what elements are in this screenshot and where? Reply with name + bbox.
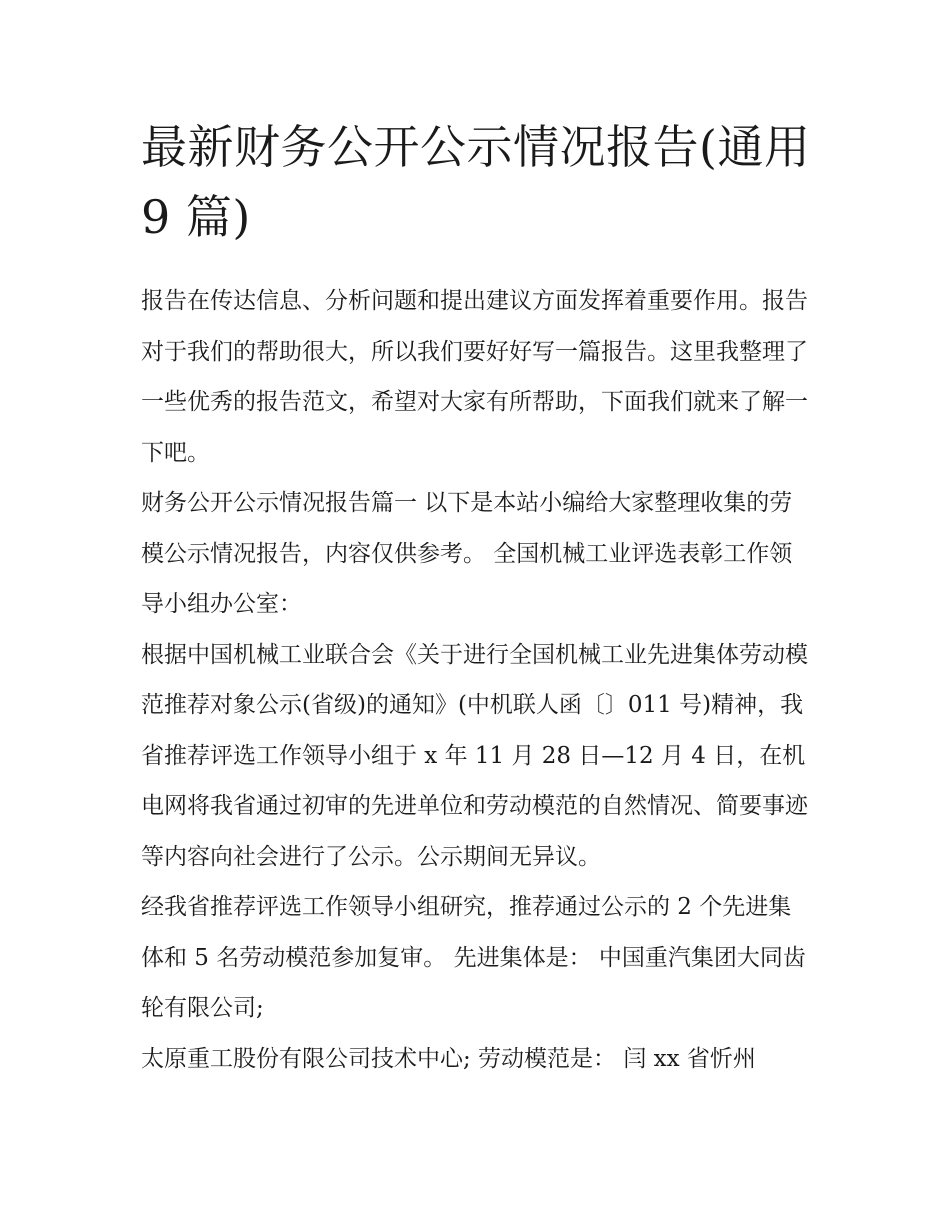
document-body bbox=[141, 276, 811, 1084]
paragraph-model-workers: 太原重工股份有限公司技术中心; 劳动模范是： 闫 xx 省忻州 bbox=[141, 1045, 756, 1072]
paragraph-intro: 报告在传达信息、分析问题和提出建议方面发挥着重要作用。报告对于我们的帮助很大，所以我们要好好写一篇报告。这里我整理了一些优秀的报告范文，希望对大家有所帮助，下面我们就来了解一下吧。 bbox=[141, 288, 808, 466]
page-title: 最新财务公开公示情况报告(通用 9 篇) bbox=[141, 120, 811, 244]
paragraph-notice: 根据中国机械工业联合会《关于进行全国机械工业先进集体劳动模范推荐对象公示(省级)的通知》(中机联人函〔〕011 号)精神，我省推荐评选工作领导小组于 x 年 11 月 28 日—12 月 4 日，在机电网将我省通过初审的先进单位和劳动模范的自然情况、简要事迹等内容向社会进行了公示。公示期间无异议。 bbox=[141, 641, 808, 870]
paragraph-recommendation: 经我省推荐评选工作领导小组研究，推荐通过公示的 2 个先进集体和 5 名劳动模范参加复审。 先进集体是： 中国重汽集团大同齿轮有限公司; bbox=[141, 894, 806, 1021]
paragraph-report-one: 财务公开公示情况报告篇一 以下是本站小编给大家整理收集的劳模公示情况报告，内容仅供参考。 全国机械工业评选表彰工作领导小组办公室： bbox=[141, 490, 793, 617]
